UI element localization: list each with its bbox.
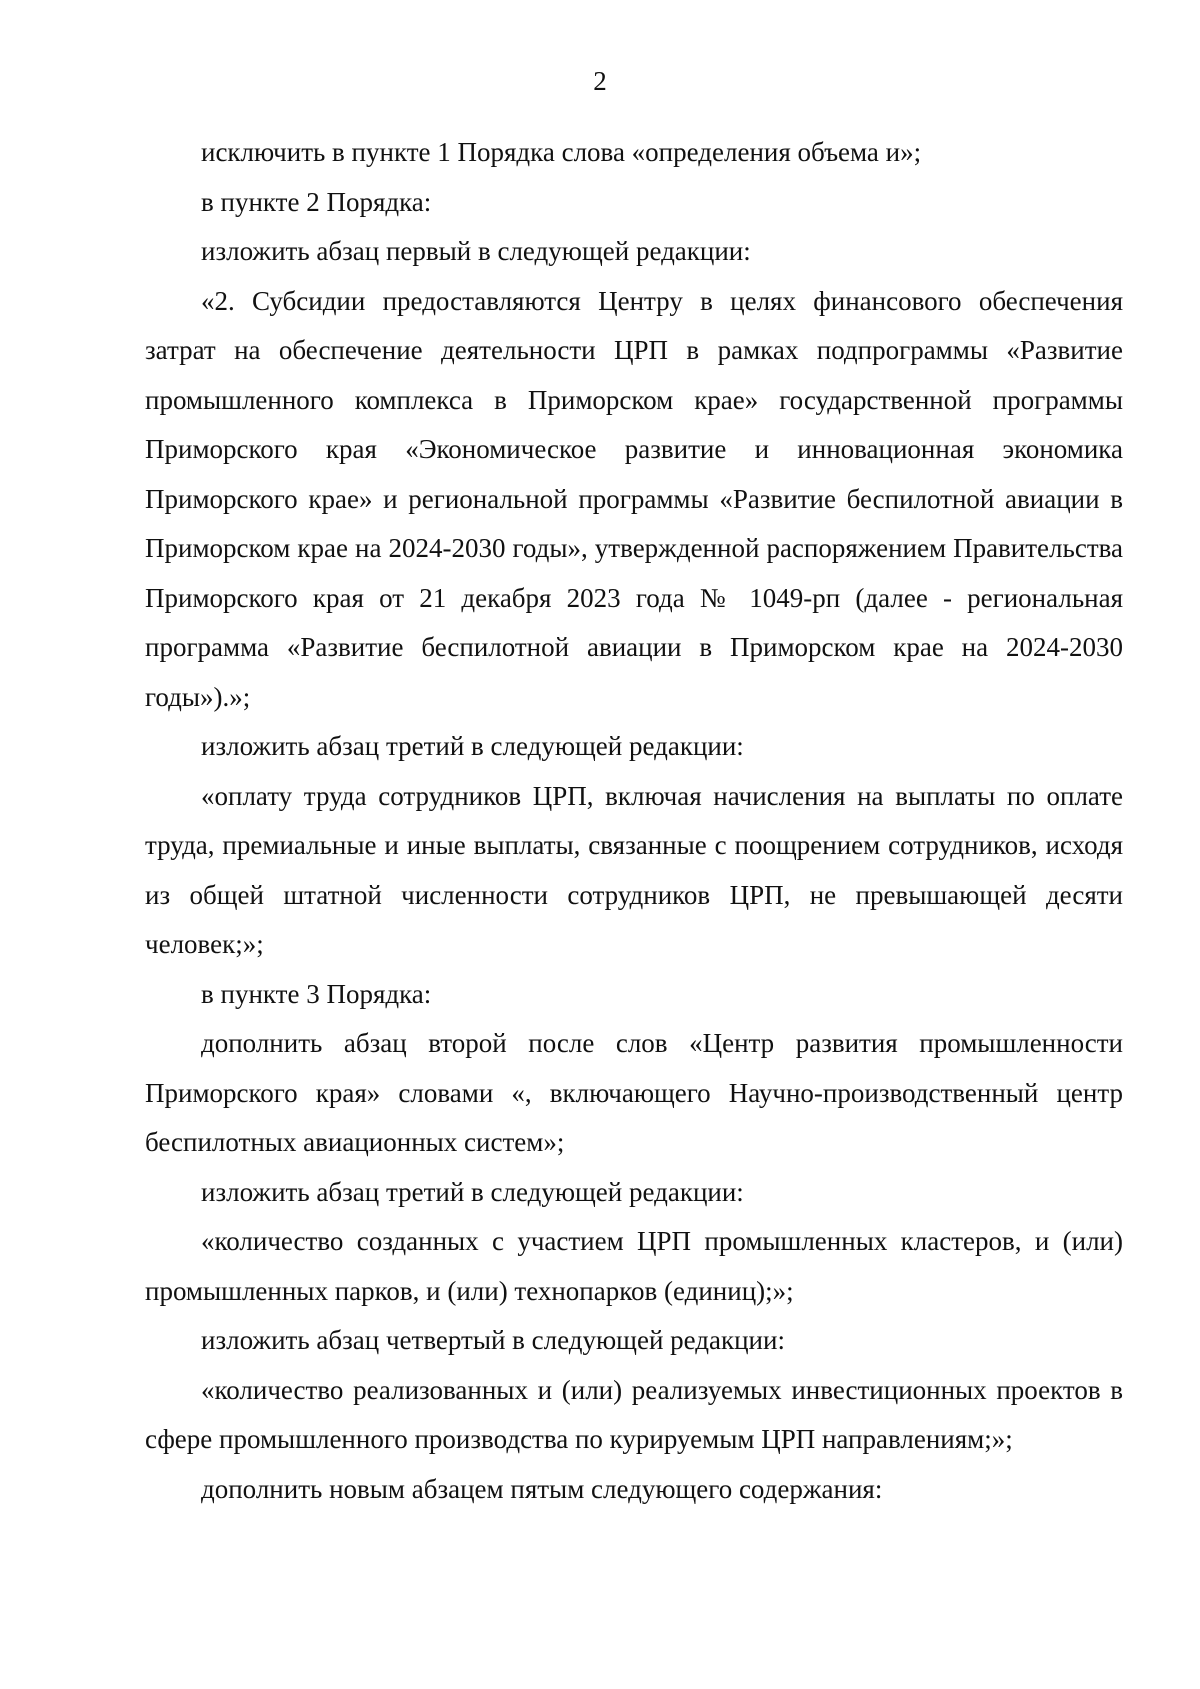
paragraph: дополнить новым абзацем пятым следующего содержания:	[201, 1473, 883, 1504]
paragraph: в пункте 2 Порядка:	[201, 186, 432, 217]
paragraph: «количество реализованных и (или) реализуемых инвестиционных проектов в сфере промышленного производства по курируемым ЦРП направлениям;»;	[145, 1374, 1123, 1454]
paragraph: изложить абзац третий в следующей редакции:	[201, 731, 744, 761]
paragraph: «2. Субсидии предоставляются Центру в целях финансового обеспечения затрат на обеспечение деятельности ЦРП в рамках подпрограммы «Развитие промышленного комплекса в Приморском крае» государственной программы Приморского края «Экономическое развитие и инновационная экономика Приморского крае» и региональной программы «Развитие беспилотной авиации в Приморском крае на 2024-2030 годы», утвержденной распоряжением Правительства Приморского края от 21 декабря 2023 года № 1049-рп (далее - региональная программа «Развитие беспилотной авиации в Приморском крае на 2024-2030 годы»).»;	[145, 285, 1123, 712]
page-number: 2	[593, 66, 607, 96]
paragraph: изложить абзац первый в следующей редакции:	[201, 236, 751, 266]
paragraph: дополнить абзац второй после слов «Центр развития промышленности Приморского края» словами «, включающего Научно-производственный центр беспилотных авиационных систем»;	[145, 1028, 1123, 1157]
paragraph: «количество созданных с участием ЦРП промышленных кластеров, и (или) промышленных парков, и (или) технопарков (единиц);»;	[145, 1226, 1123, 1306]
paragraph: изложить абзац четвертый в следующей редакции:	[201, 1325, 785, 1355]
paragraph: исключить в пункте 1 Порядка слова «определения объема и»;	[201, 137, 922, 167]
document-body	[145, 128, 1123, 1514]
paragraph: изложить абзац третий в следующей редакции:	[201, 1176, 744, 1207]
paragraph: «оплату труда сотрудников ЦРП, включая начисления на выплаты по оплате труда, премиальные и иные выплаты, связанные с поощрением сотрудников, исходя из общей штатной численности сотрудников ЦРП, не превышающей десяти человек;»;	[145, 780, 1123, 959]
paragraph: в пункте 3 Порядка:	[201, 978, 432, 1009]
